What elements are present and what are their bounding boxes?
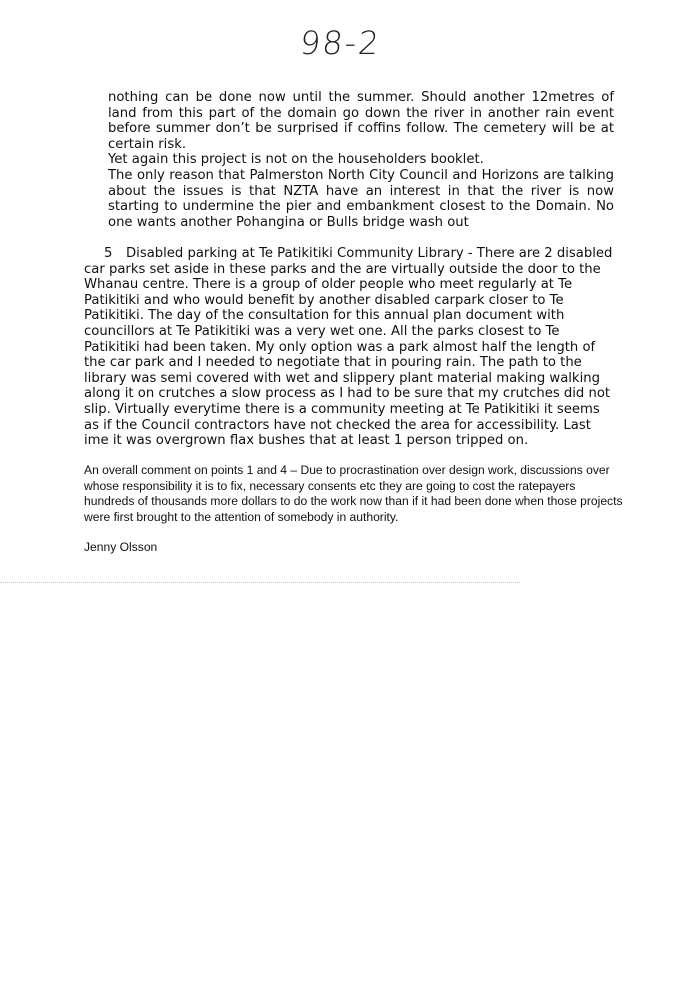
handwritten-page-number: 98-2 — [298, 24, 383, 62]
item-number: 5 — [104, 246, 113, 261]
item-text: Disabled parking at Te Patikitiki Community Library - There are 2 disabled car parks set aside in these parks and the are virtually outside the door to the Whanau centre. There is a group of older people who meet regularly at Te Patikitiki and who would benefit by another disabled carpark closer to Te Patikitiki. The day of the consultation for this annual plan document with councillors at Te Patikitiki was a very wet one. All the parks closest to Te Patikitiki had been taken. My only option was a park almost half the length of the car park and I needed to negotiate that in pouring rain. The path to the library was semi covered with wet and slippery plant material making walking along it on crutches a slow process as I had to be sure that my crutches did not slip. Virtually everytime there is a community meeting at Te Patikitiki it seems as if the Council contractors have not checked the area for accessibility. Last ime it was overgrown flax bushes that at least 1 person tripped on. — [84, 246, 613, 449]
scan-divider — [0, 582, 520, 583]
paragraph-river-erosion: nothing can be done now until the summer. Should another 12metres of land from this part of the domain go down the river in another rain event before summer don’t be surprised if coffins follow. The cemetery will be at certain risk. — [108, 90, 614, 152]
paragraph-council-nzta: The only reason that Palmerston North City Council and Horizons are talking about the issues is that NZTA have an interest in that the river is now starting to undermine the pier and embankment closest to the Domain. No one wants another Pohangina or Bulls bridge wash out — [108, 167, 614, 230]
paragraph-householders-booklet: Yet again this project is not on the householders booklet. — [108, 152, 484, 168]
item-5-disabled-parking — [84, 246, 614, 449]
overall-comment: An overall comment on points 1 and 4 – Due to procrastination over design work, discussions over whose responsibility it is to fix, necessary consents etc they are going to cost the ratepayers hundreds of thousands more dollars to do the work now than if it had been done when those projects were first brought to the attention of somebody in authority. — [84, 463, 623, 524]
author-signature: Jenny Olsson — [84, 540, 158, 554]
continued-text-block — [108, 90, 614, 230]
